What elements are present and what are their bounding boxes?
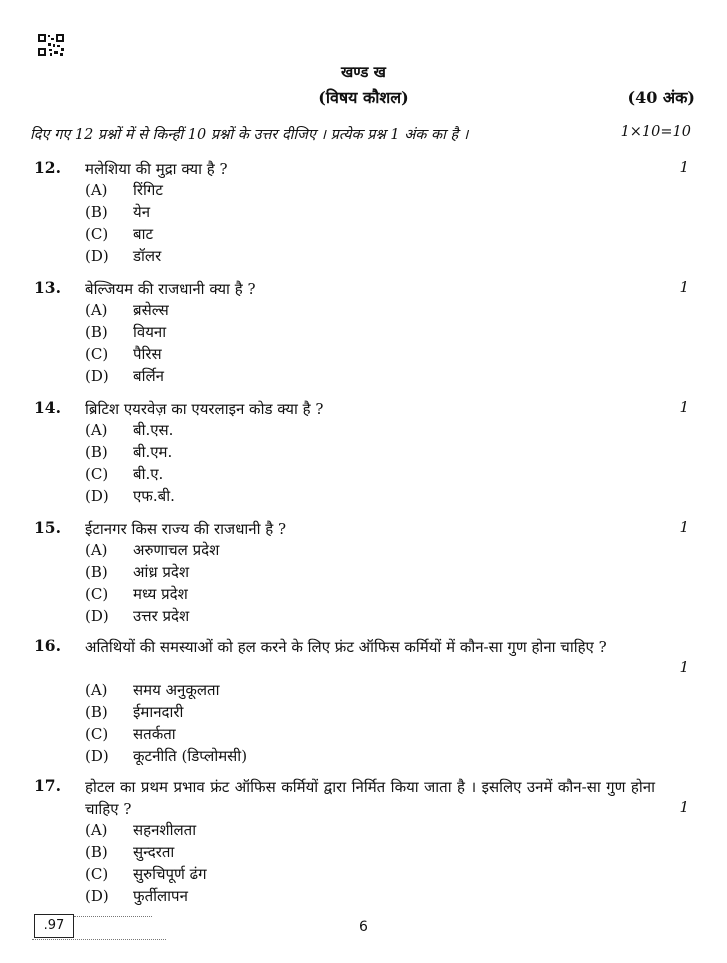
question-marks: 1 xyxy=(679,658,689,676)
option-d xyxy=(85,246,161,268)
question-text: ईटानगर किस राज्य की राजधानी है ? xyxy=(85,520,287,538)
question-number: 12. xyxy=(34,158,61,177)
option-label: (B) xyxy=(85,203,108,221)
option-label: (D) xyxy=(85,607,109,625)
option-label: (B) xyxy=(85,843,108,861)
question-text: मलेशिया की मुद्रा क्या है ? xyxy=(85,160,228,178)
instruction-marks: 1×10=10 xyxy=(620,124,691,140)
option-c xyxy=(85,724,176,746)
option-label: (C) xyxy=(85,225,109,243)
option-text: सुरुचिपूर्ण ढंग xyxy=(133,865,207,883)
option-label: (C) xyxy=(85,465,109,483)
option-text: ब्रसेल्स xyxy=(133,301,169,319)
option-b xyxy=(85,322,166,344)
option-label: (A) xyxy=(85,821,108,839)
option-a xyxy=(85,680,220,702)
question-text: होटल का प्रथम प्रभाव फ्रंट ऑफिस कर्मियों द्वारा निर्मित किया जाता है । इसलिए उनमें कौन-सा गुण होना चाहिए ? xyxy=(85,778,655,818)
option-text: उत्तर प्रदेश xyxy=(133,607,190,625)
option-text: अरुणाचल प्रदेश xyxy=(133,541,220,559)
option-text: सुन्दरता xyxy=(133,843,175,861)
option-b xyxy=(85,842,174,864)
option-d xyxy=(85,746,247,768)
option-text: मध्य प्रदेश xyxy=(133,585,188,603)
question-number: 13. xyxy=(34,278,61,297)
question-number: 14. xyxy=(34,398,61,417)
question-number: 17. xyxy=(34,776,61,795)
qr-code-icon xyxy=(38,34,64,56)
option-text: बाट xyxy=(133,225,154,243)
option-label: (A) xyxy=(85,681,108,699)
subject-title: (विषय कौशल) xyxy=(318,88,409,107)
option-label: (D) xyxy=(85,887,109,905)
option-text: एफ.बी. xyxy=(133,487,175,505)
option-label: (A) xyxy=(85,421,108,439)
option-text: बी.ए. xyxy=(133,465,164,483)
option-text: डॉलर xyxy=(133,247,162,265)
page-number: 6 xyxy=(359,919,368,935)
option-d xyxy=(85,606,189,628)
question-marks: 1 xyxy=(679,278,689,296)
option-text: बी.एम. xyxy=(133,443,173,461)
option-label: (C) xyxy=(85,725,109,743)
option-label: (A) xyxy=(85,301,108,319)
option-a xyxy=(85,820,196,842)
option-a xyxy=(85,420,173,442)
option-label: (B) xyxy=(85,323,108,341)
question-text: बेल्जियम की राजधानी क्या है ? xyxy=(85,280,256,298)
option-text: समय अनुकूलता xyxy=(133,681,220,699)
option-c xyxy=(85,864,207,886)
option-text: फुर्तीलापन xyxy=(133,887,188,905)
option-b xyxy=(85,202,150,224)
option-b xyxy=(85,562,189,584)
option-label: (A) xyxy=(85,541,108,559)
option-label: (A) xyxy=(85,181,108,199)
option-text: ईमानदारी xyxy=(133,703,184,721)
question-marks: 1 xyxy=(679,398,689,416)
question-number: 16. xyxy=(34,636,61,655)
option-text: येन xyxy=(133,203,151,221)
option-label: (C) xyxy=(85,865,109,883)
option-label: (D) xyxy=(85,247,109,265)
option-text: पैरिस xyxy=(133,345,162,363)
option-c xyxy=(85,224,153,246)
option-c xyxy=(85,464,163,486)
question-number: 15. xyxy=(34,518,61,537)
option-d xyxy=(85,886,188,908)
question-marks: 1 xyxy=(679,158,689,176)
option-label: (C) xyxy=(85,585,109,603)
total-marks: (40 अंक) xyxy=(627,88,695,107)
instruction-text: दिए गए 12 प्रश्नों में से किन्हीं 10 प्रश्नों के उत्तर दीजिए । प्रत्येक प्रश्न 1 अंक का है । xyxy=(30,127,469,143)
option-label: (D) xyxy=(85,367,109,385)
option-label: (B) xyxy=(85,443,108,461)
option-text: रिंगिट xyxy=(133,181,163,199)
question-text: अतिथियों की समस्याओं को हल करने के लिए फ्रंट ऑफिस कर्मियों में कौन-सा गुण होना चाहिए ? xyxy=(85,638,607,656)
option-label: (D) xyxy=(85,747,109,765)
question-marks: 1 xyxy=(679,798,689,816)
option-label: (B) xyxy=(85,563,108,581)
question-text: ब्रिटिश एयरवेज़ का एयरलाइन कोड क्या है ? xyxy=(85,400,324,418)
option-text: बर्लिन xyxy=(133,367,164,385)
option-a xyxy=(85,300,169,322)
section-title: खण्ड ख xyxy=(341,63,386,81)
option-b xyxy=(85,702,183,724)
option-a xyxy=(85,180,163,202)
option-c xyxy=(85,584,188,606)
option-label: (C) xyxy=(85,345,109,363)
option-text: सतर्कता xyxy=(133,725,176,743)
option-d xyxy=(85,486,175,508)
option-text: सहनशीलता xyxy=(133,821,197,839)
paper-code-box: .97 xyxy=(34,914,74,938)
option-d xyxy=(85,366,164,388)
option-label: (B) xyxy=(85,703,108,721)
option-label: (D) xyxy=(85,487,109,505)
option-text: बी.एस. xyxy=(133,421,174,439)
question-marks: 1 xyxy=(679,518,689,536)
footer-divider xyxy=(32,939,166,943)
option-c xyxy=(85,344,162,366)
option-text: कूटनीति (डिप्लोमसी) xyxy=(133,747,248,765)
option-a xyxy=(85,540,219,562)
option-text: वियना xyxy=(133,323,167,341)
option-b xyxy=(85,442,172,464)
option-text: आंध्र प्रदेश xyxy=(133,563,190,581)
